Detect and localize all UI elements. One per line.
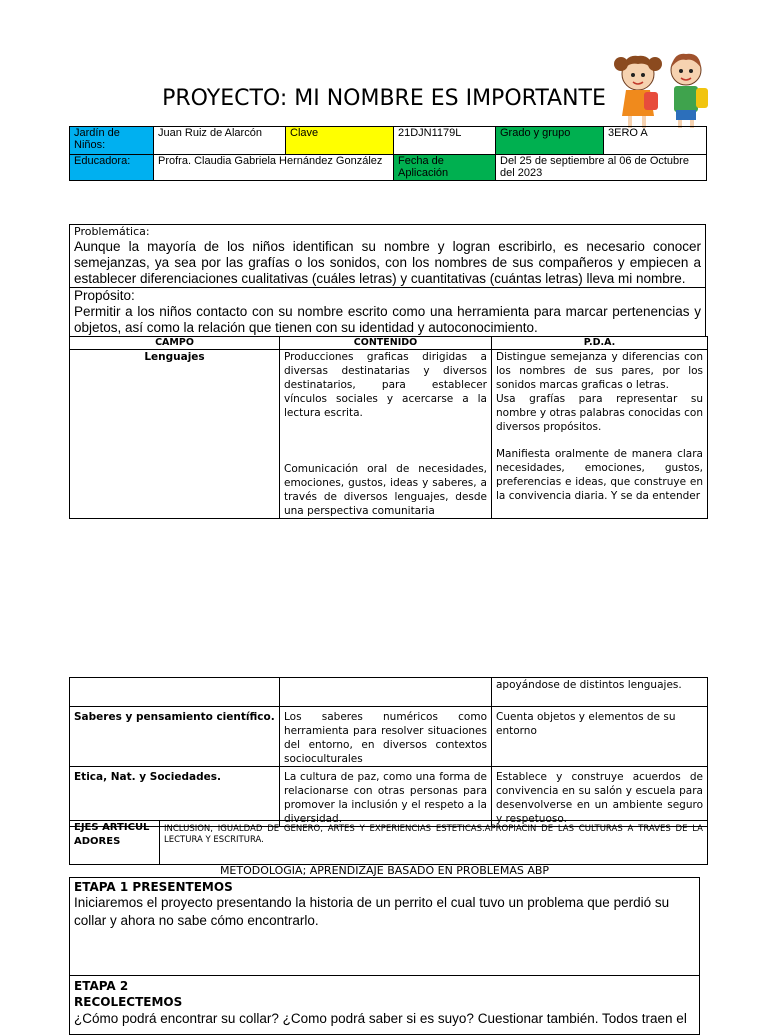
etapa2-text: ¿Cómo podrá encontrar su collar? ¿Como podrá saber si es suyo? Cuestionar también. Todos traen el (74, 1011, 687, 1026)
campos-table-cont (69, 677, 708, 827)
pda-etica: Establece y construye acuerdos de convivencia en su salón y escuela para desenvolverse en un ambiente seguro y respetuoso. (492, 767, 708, 827)
fecha-value: Del 25 de septiembre al 06 de Octubre del 2023 (496, 155, 707, 181)
page-title: PROYECTO: MI NOMBRE ES IMPORTANTE (162, 86, 606, 111)
campo-lenguajes: Lenguajes (70, 350, 280, 519)
children-illustration (604, 44, 712, 130)
etapa1-section (69, 877, 700, 976)
ejes-value: INCLUSION, IGUALDAD DE GENERO, ARTES Y EXPERIENCIAS ESTETICAS.APROPIACIN DE LAS CULTURAS A TRAVES DE LA LECTURA Y ESCRITURA. (160, 821, 708, 865)
educadora-label: Educadora: (70, 155, 154, 181)
grado-label: Grado y grupo (496, 127, 604, 155)
ejes-label: EJES ARTICULADORES (70, 821, 160, 865)
etapa1-text: Iniciaremos el proyecto presentando la historia de un perrito el cual tuvo un problema que perdió su collar y ahora no sabe cómo encontrarlo. (74, 895, 670, 928)
etapa2-section (69, 975, 700, 1035)
proposito-text: Permitir a los niños contacto con su nombre escrito como una herramienta para marcar pertenencias y objetos, así como la relación que tienen con su identidad y autoconocimiento. (74, 304, 701, 335)
header-table (69, 126, 707, 181)
empty-cell (70, 678, 280, 707)
pda-3: Manifiesta oralmente de manera clara necesidades, emociones, gustos, preferencias e ideas, que construye en la convivencia diaria. Y se da entender (496, 448, 703, 502)
col-contenido: CONTENIDO (280, 337, 492, 350)
pda-2: Usa grafías para representar su nombre y otras palabras conocidas con diversos propósitos. (496, 393, 703, 433)
etapa2-title: ETAPA 2 (74, 979, 129, 993)
grado-value: 3ERO A (604, 127, 707, 155)
contenido-1: Producciones graficas dirigidas a diversas destinatarias y diversos destinatarios, para establecer vínculos sociales y acercarse a la lectura escrita. (284, 351, 487, 419)
contenido-cell (280, 350, 492, 519)
problematica-text: Aunque la mayoría de los niños identifican su nombre y logran escribirlo, es necesario conocer semejanzas, ya sea por las grafías o los sonidos, con los nombres de sus compañeros y empiecen a establecer diferenciaciones cualitativas (cuáles letras) y cuantitativas (cuántas letras) lleva mi nombre. (74, 239, 701, 286)
ejes-table (69, 820, 708, 865)
jardin-label: Jardín de Niños: (70, 127, 154, 155)
clave-label: Clave (286, 127, 394, 155)
pda-continuation: apoyándose de distintos lenguajes. (492, 678, 708, 707)
clave-value: 21DJN1179L (394, 127, 496, 155)
metodologia: METODOLOGIA; APRENDIZAJE BASADO EN PROBLEMAS ABP (219, 864, 550, 877)
empty-cell (280, 678, 492, 707)
campo-saberes: Saberes y pensamiento científico. (70, 707, 280, 767)
campos-table (69, 336, 708, 519)
col-campo: CAMPO (70, 337, 280, 350)
campo-etica: Etica, Nat. y Sociedades. (70, 767, 280, 827)
proposito-label: Propósito: (74, 288, 135, 303)
problematica-label: Problemática: (74, 225, 150, 238)
problematica-section (69, 224, 706, 288)
fecha-label: Fecha de Aplicación (394, 155, 496, 181)
pda-cell (492, 350, 708, 519)
educadora-value: Profra. Claudia Gabriela Hernández González (154, 155, 394, 181)
jardin-value: Juan Ruiz de Alarcón (154, 127, 286, 155)
etapa2-subtitle: RECOLECTEMOS (74, 995, 183, 1009)
contenido-etica: La cultura de paz, como una forma de relacionarse con otras personas para promover la inclusión y el respeto a la diversidad. (280, 767, 492, 827)
contenido-2: Comunicación oral de necesidades, emociones, gustos, ideas y saberes, a través de diversos lenguajes, desde una perspectiva comunitaria (284, 463, 487, 517)
col-pda: P.D.A. (492, 337, 708, 350)
etapa1-title: ETAPA 1 PRESENTEMOS (74, 880, 233, 894)
pda-saberes: Cuenta objetos y elementos de su entorno (492, 707, 708, 767)
contenido-saberes: Los saberes numéricos como herramienta para resolver situaciones del entorno, en diversos contextos socioculturales (280, 707, 492, 767)
proposito-section (69, 287, 706, 337)
pda-1: Distingue semejanza y diferencias con los nombres de sus pares, por los sonidos marcas graficas o letras. (496, 351, 703, 391)
